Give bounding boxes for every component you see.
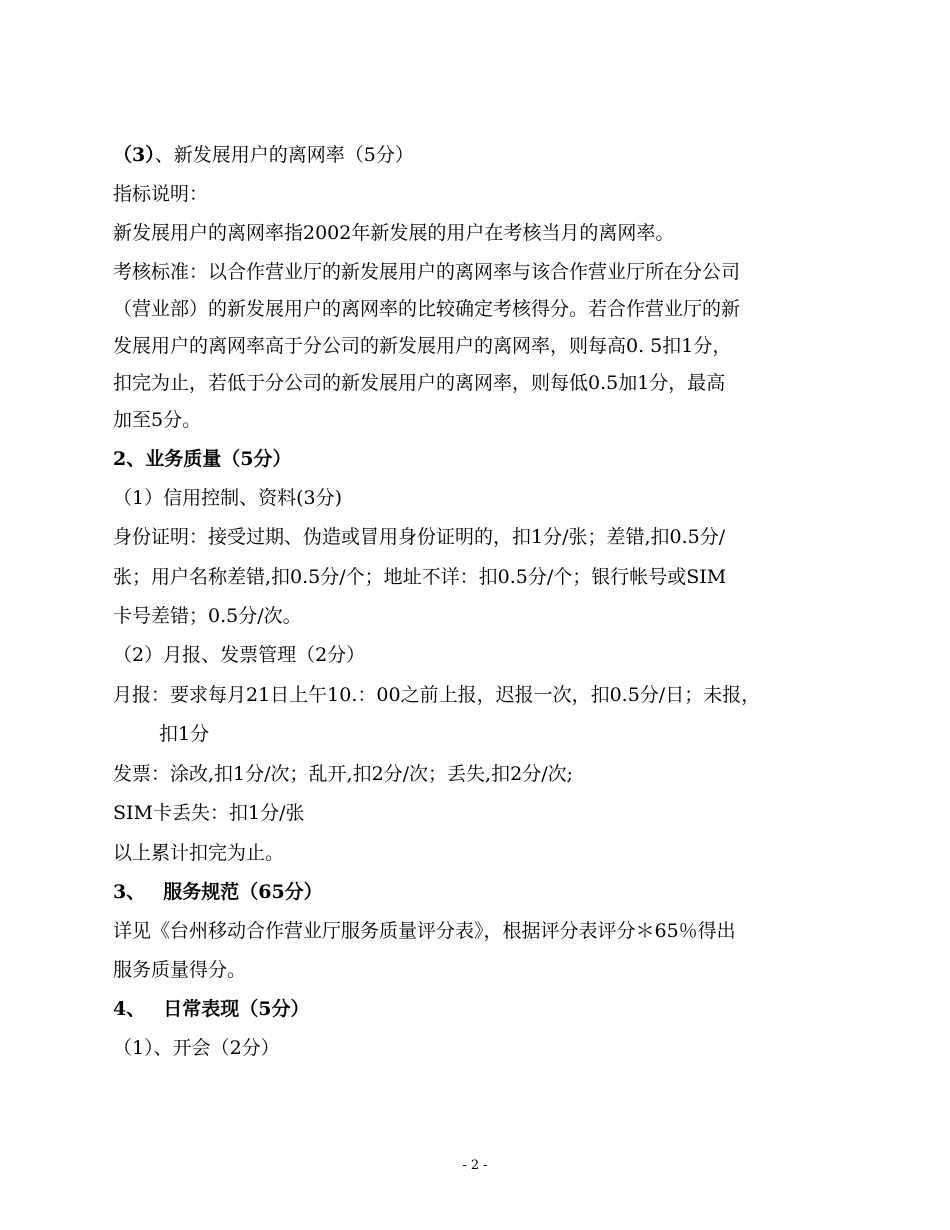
- subsection-credit-control: （1）信用控制、资料(3分): [113, 487, 343, 509]
- criteria-line: 扣完为止，若低于分公司的新发展用户的离网率，则每低0.5加1分，最高: [113, 372, 726, 394]
- service-line: 服务质量得分。: [113, 959, 247, 981]
- section-number: 3、: [113, 881, 146, 903]
- section-number: （3）: [113, 144, 155, 166]
- page-number: - 2 -: [462, 1158, 488, 1173]
- service-line: 详见《台州移动合作营业厅服务质量评分表》，根据评分表评分＊65％得出: [113, 920, 736, 942]
- subsection-meeting: （1）、开会（2分）: [113, 1037, 280, 1059]
- criteria-line: 加至5分。: [113, 409, 202, 431]
- total-line: 以上累计扣完为止。: [113, 842, 285, 864]
- criteria-line: （营业部）的新发展用户的离网率的比较确定考核得分。若合作营业厅的新: [113, 298, 741, 320]
- credit-line: 张；用户名称差错,扣0.5分/个；地址不详：扣0.5分/个；银行帐号或SIM: [113, 566, 727, 588]
- criteria-line: 考核标准：以合作营业厅的新发展用户的离网率与该合作营业厅所在分公司: [113, 261, 741, 283]
- section-heading-business-quality: 2、业务质量（5分）: [113, 448, 292, 470]
- section-title: 、新发展用户的离网率（5分）: [154, 144, 414, 166]
- credit-line: 卡号差错；0.5分/次。: [113, 605, 302, 627]
- criteria-line: 发展用户的离网率高于分公司的新发展用户的离网率，则每高0. 5扣1分，: [113, 335, 732, 357]
- section-number: 4、: [113, 998, 146, 1020]
- monthly-report-line: 月报：要求每月21日上午10.：00之前上报，迟报一次，扣0.5分/日；未报，: [113, 684, 761, 706]
- monthly-report-line: 扣1分: [159, 723, 210, 745]
- indicator-label: 指标说明：: [113, 183, 209, 205]
- section-title: 日常表现（5分）: [163, 998, 310, 1020]
- invoice-line: 发票：涂改,扣1分/次；乱开,扣2分/次；丢失,扣2分/次;: [113, 763, 573, 785]
- section-heading-new-user-churn: [113, 143, 414, 167]
- section-heading-daily-performance: [113, 997, 309, 1021]
- indicator-description: 新发展用户的离网率指2002年新发展的用户在考核当月的离网率。: [113, 222, 675, 244]
- subsection-monthly-report: （2）月报、发票管理（2分）: [113, 644, 366, 666]
- sim-line: SIM卡丢失：扣1分/张: [113, 802, 305, 824]
- credit-line: 身份证明：接受过期、伪造或冒用身份证明的，扣1分/张；差错,扣0.5分/: [113, 526, 726, 548]
- section-title: 服务规范（65分）: [163, 881, 323, 903]
- section-heading-service-standard: [113, 880, 323, 904]
